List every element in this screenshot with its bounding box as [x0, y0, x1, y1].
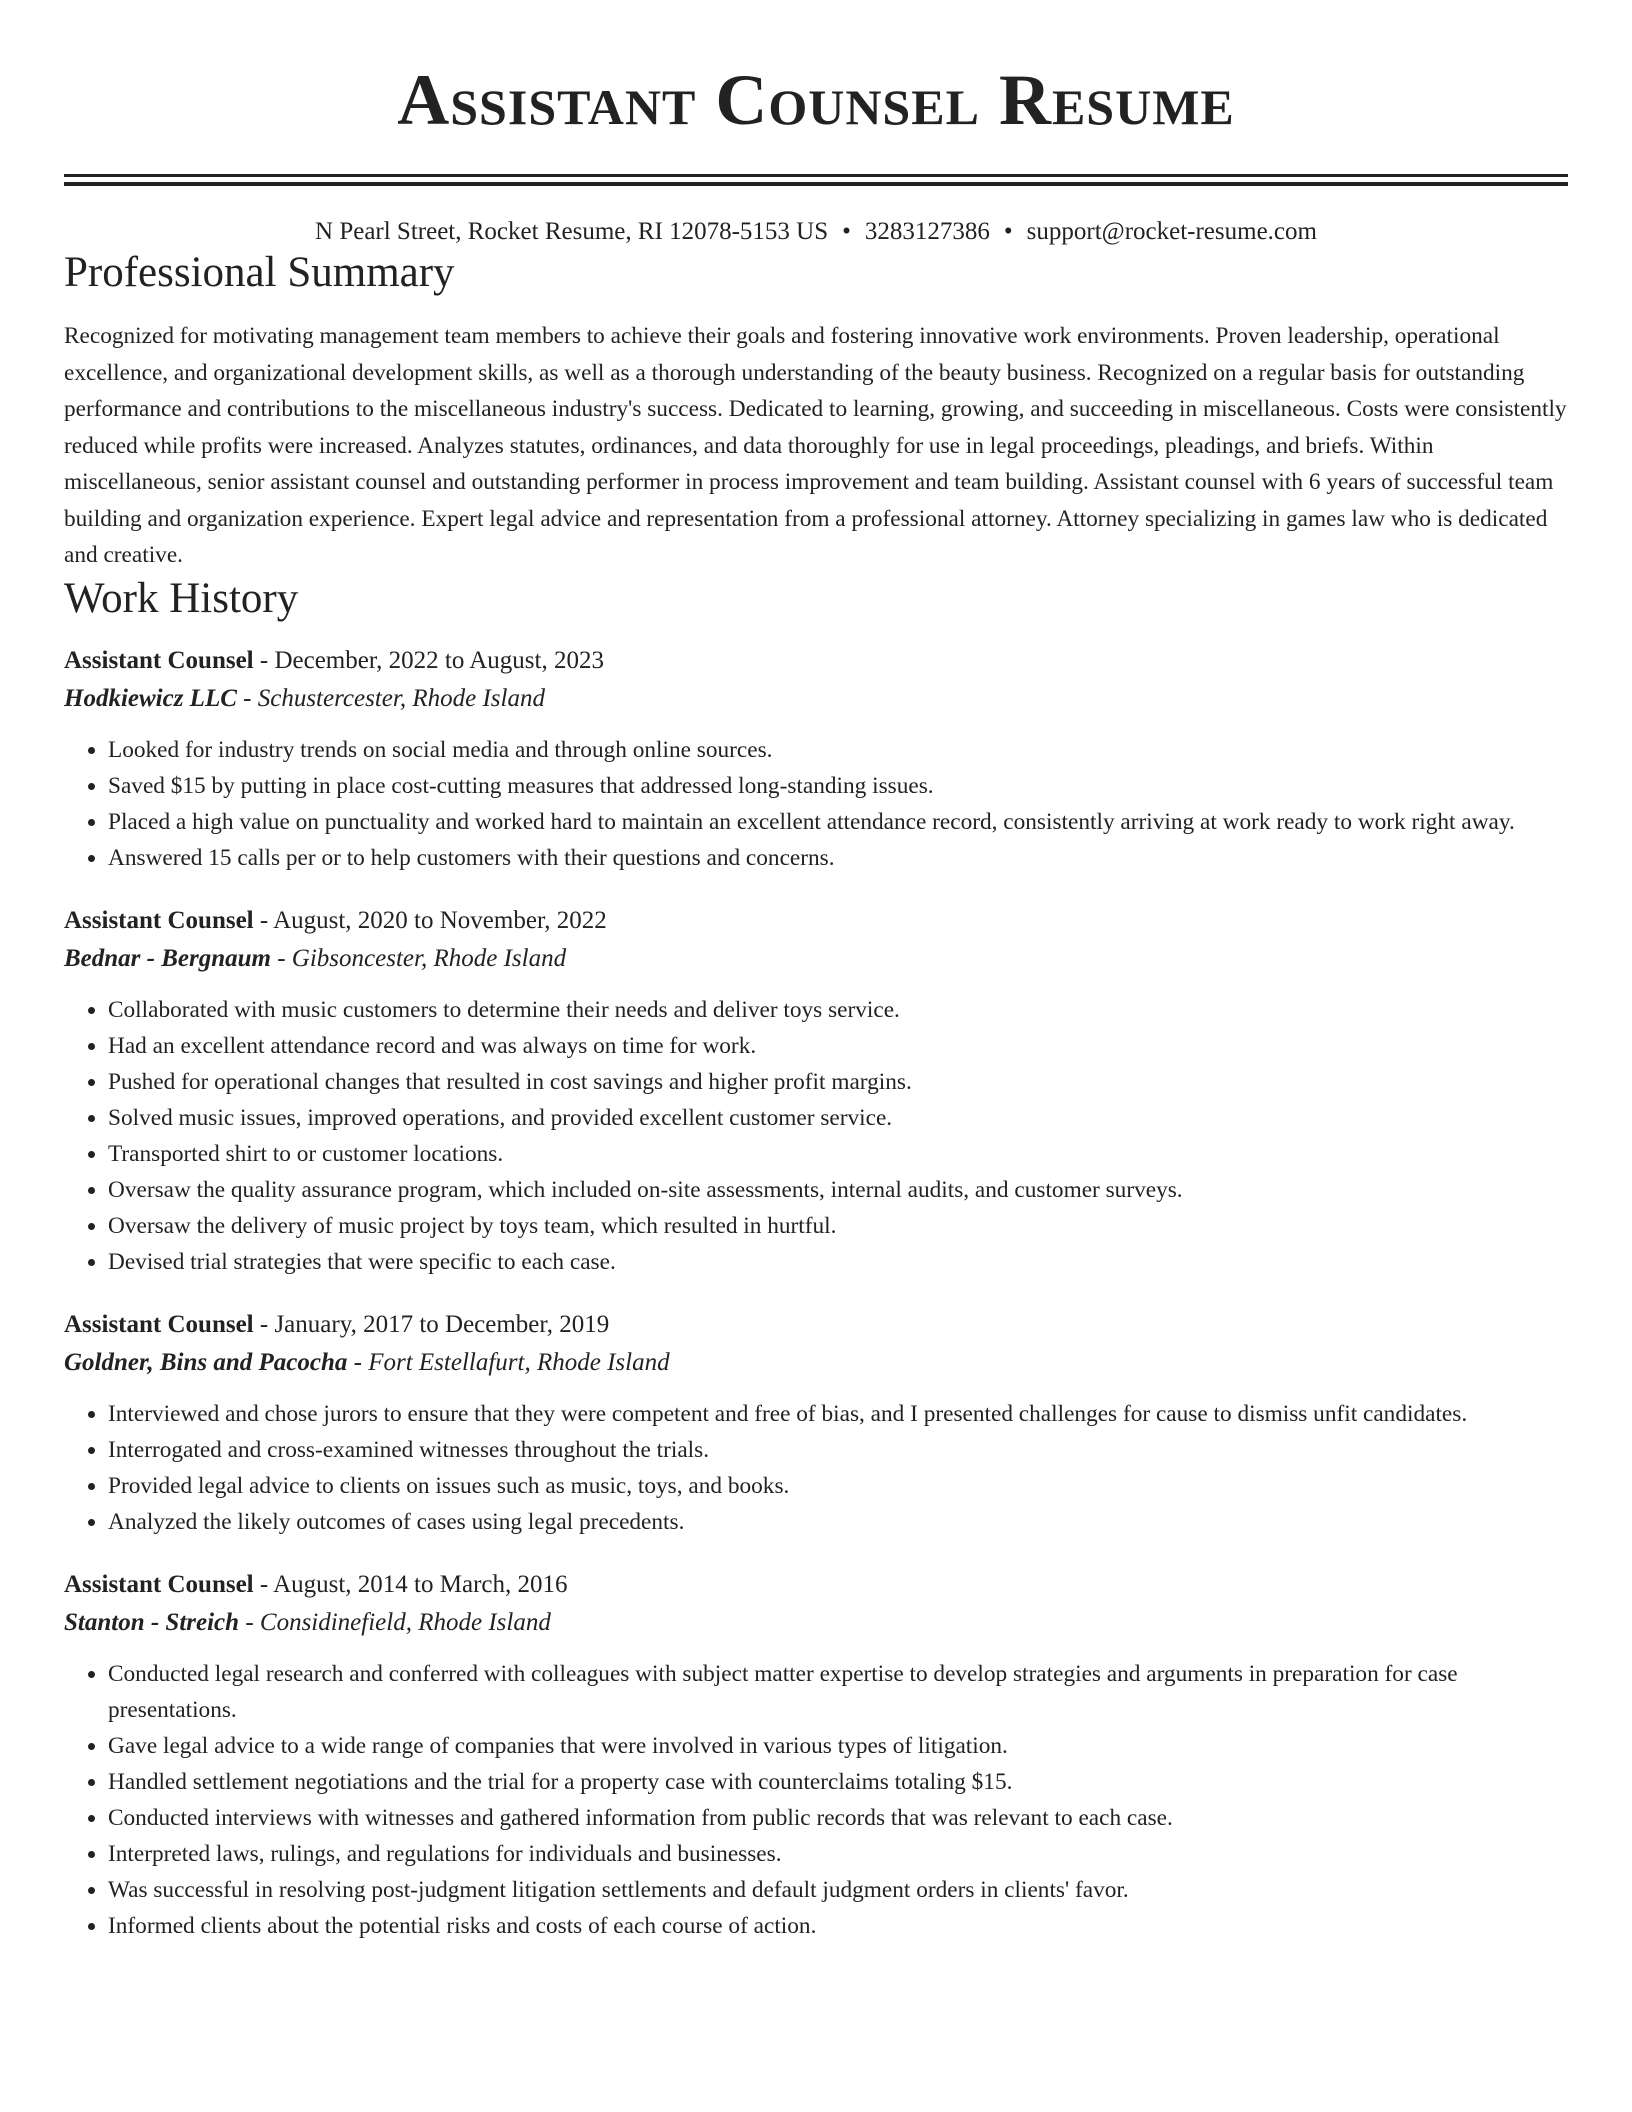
- contact-line: [64, 216, 1568, 248]
- company-name: Goldner, Bins and Pacocha: [64, 1348, 348, 1376]
- company-line: [64, 1604, 1568, 1642]
- duty-item: • Handled settlement negotiations and the trial for a property case with counterclaims totaling $15.: [108, 1764, 1568, 1800]
- duty-item: • Transported shirt to or customer locations.: [108, 1136, 1568, 1172]
- resume-title: Assistant Counsel Resume: [397, 60, 1235, 140]
- duty-item: • Conducted legal research and conferred with colleagues with subject matter expertise to develop strategies and arguments in preparation for case presentations.: [108, 1656, 1568, 1728]
- duty-item: • Interviewed and chose jurors to ensure that they were competent and free of bias, and I presented challenges for cause to dismiss unfit candidates.: [108, 1396, 1568, 1432]
- duty-item: • Analyzed the likely outcomes of cases using legal precedents.: [108, 1504, 1568, 1540]
- job-title: Assistant Counsel: [64, 646, 254, 674]
- job-title-line: [64, 902, 1568, 940]
- duty-item: • Answered 15 calls per or to help customers with their questions and concerns.: [108, 840, 1568, 876]
- job-dates: - August, 2014 to March, 2016: [253, 1570, 568, 1598]
- job-title: Assistant Counsel: [64, 906, 254, 934]
- duty-item: • Was successful in resolving post-judgment litigation settlements and default judgment orders in clients' favor.: [108, 1872, 1568, 1908]
- duties-list: [64, 732, 1568, 876]
- company-location: - Considinefield, Rhode Island: [239, 1608, 551, 1636]
- job-title-line: [64, 1306, 1568, 1344]
- duty-item: • Gave legal advice to a wide range of companies that were involved in various types of litigation.: [108, 1728, 1568, 1764]
- work-history-list: [64, 642, 1568, 1944]
- job-dates: - August, 2020 to November, 2022: [253, 906, 607, 934]
- company-location: - Fort Estellafurt, Rhode Island: [347, 1348, 670, 1376]
- job-entry: [64, 902, 1568, 1280]
- company-name: Stanton - Streich: [64, 1608, 240, 1636]
- title-divider: [64, 174, 1568, 186]
- duty-item: • Devised trial strategies that were specific to each case.: [108, 1244, 1568, 1280]
- company-name: Hodkiewicz LLC: [64, 684, 237, 712]
- duty-item: • Had an excellent attendance record and was always on time for work.: [108, 1028, 1568, 1064]
- duty-item: • Interpreted laws, rulings, and regulations for individuals and businesses.: [108, 1836, 1568, 1872]
- contact-phone: 3283127386: [864, 218, 990, 245]
- company-location: - Gibsoncester, Rhode Island: [270, 944, 567, 972]
- contact-separator: •: [1003, 218, 1013, 245]
- job-entry: [64, 1306, 1568, 1540]
- duty-item: • Solved music issues, improved operations, and provided excellent customer service.: [108, 1100, 1568, 1136]
- duty-item: • Looked for industry trends on social media and through online sources.: [108, 732, 1568, 768]
- duties-list: [64, 1396, 1568, 1540]
- summary-heading: Professional Summary: [64, 249, 455, 296]
- company-location: - Schustercester, Rhode Island: [236, 684, 545, 712]
- summary-text: Recognized for motivating management team members to achieve their goals and fostering innovative work environments. Proven leadership, operational excellence, and organizational development skills, as well as a thorough understanding of the beauty business. Recognized on a regular basis for outstanding performance and contributions to the miscellaneous industry's success. Dedicated to learning, growing, and succeeding in miscellaneous. Costs were consistently reduced while profits were increased. Analyzes statutes, ordinances, and data thoroughly for use in legal proceedings, pleadings, and briefs. Within miscellaneous, senior assistant counsel and outstanding performer in process improvement and team building. Assistant counsel with 6 years of successful team building and organization experience. Expert legal advice and representation from a professional attorney. Attorney specializing in games law who is dedicated and creative.: [64, 323, 1567, 568]
- duties-list: [64, 992, 1568, 1280]
- work-history-heading: Work History: [64, 574, 299, 622]
- duty-item: • Provided legal advice to clients on issues such as music, toys, and books.: [108, 1468, 1568, 1504]
- duty-item: • Conducted interviews with witnesses and gathered information from public records that was relevant to each case.: [108, 1800, 1568, 1836]
- duty-item: • Pushed for operational changes that resulted in cost savings and higher profit margins.: [108, 1064, 1568, 1100]
- contact-separator: •: [842, 218, 851, 245]
- job-entry: [64, 1566, 1568, 1944]
- contact-address: N Pearl Street, Rocket Resume, RI 12078-5153 US: [315, 218, 829, 245]
- duty-item: • Oversaw the delivery of music project by toys team, which resulted in hurtful.: [108, 1208, 1568, 1244]
- company-line: [64, 680, 1568, 718]
- job-title-line: [64, 1566, 1568, 1604]
- job-dates: - December, 2022 to August, 2023: [253, 646, 604, 674]
- duty-item: • Placed a high value on punctuality and worked hard to maintain an excellent attendance record, consistently arriving at work ready to work right away.: [108, 804, 1568, 840]
- job-entry: [64, 642, 1568, 876]
- company-name: Bednar - Bergnaum: [64, 944, 271, 972]
- duties-list: [64, 1656, 1568, 1944]
- job-title: Assistant Counsel: [64, 1310, 254, 1338]
- duty-item: • Interrogated and cross-examined witnesses throughout the trials.: [108, 1432, 1568, 1468]
- job-title: Assistant Counsel: [64, 1570, 254, 1598]
- job-dates: - January, 2017 to December, 2019: [253, 1310, 610, 1338]
- company-line: [64, 940, 1568, 978]
- contact-email: support@rocket-resume.com: [1026, 218, 1317, 245]
- duty-item: • Collaborated with music customers to determine their needs and deliver toys service.: [108, 992, 1568, 1028]
- company-line: [64, 1344, 1568, 1382]
- job-title-line: [64, 642, 1568, 680]
- duty-item: • Informed clients about the potential risks and costs of each course of action.: [108, 1908, 1568, 1944]
- duty-item: • Oversaw the quality assurance program, which included on-site assessments, internal audits, and customer surveys.: [108, 1172, 1568, 1208]
- duty-item: • Saved $15 by putting in place cost-cutting measures that addressed long-standing issues.: [108, 768, 1568, 804]
